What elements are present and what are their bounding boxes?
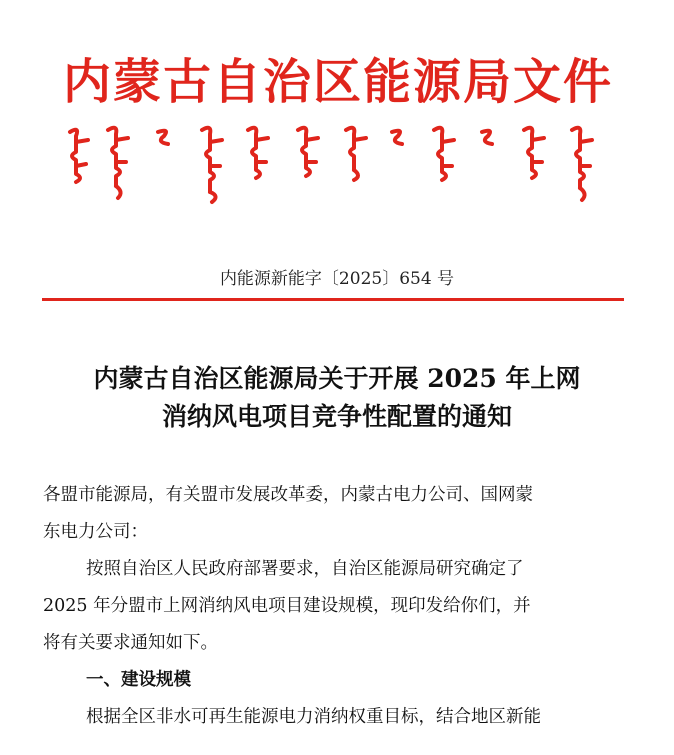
- paragraph-2-line-1: 根据全区非水可再生能源电力消纳权重目标，结合地区新能: [86, 707, 541, 727]
- paragraph-1-line-1: 按照自治区人民政府部署要求，自治区能源局研究确定了: [86, 559, 524, 579]
- paragraph-1-line-2: 2025 年分盟市上网消纳风电项目建设规模，现印发给你们，并: [43, 596, 531, 616]
- document-body: [43, 477, 633, 736]
- document-title-line-2: 消纳风电项目竞争性配置的通知: [161, 402, 512, 431]
- document-number: 内能源新能字〔2025〕654 号: [219, 269, 455, 289]
- red-divider-line: [42, 298, 624, 301]
- section-1-heading: 一、建设规模: [86, 670, 191, 690]
- document-title: [0, 360, 674, 436]
- masthead-title: 内蒙古自治区能源局文件: [62, 54, 613, 110]
- mongolian-script-line-icon: [62, 122, 622, 212]
- paragraph-1-line-3: 将有关要求通知如下。: [43, 633, 218, 653]
- addressee-line-1: 各盟市能源局，有关盟市发展改革委，内蒙古电力公司、国网蒙: [43, 485, 533, 505]
- addressee-line-2: 东电力公司：: [43, 522, 148, 542]
- document-title-line-1: 内蒙古自治区能源局关于开展 2025 年上网: [93, 364, 581, 393]
